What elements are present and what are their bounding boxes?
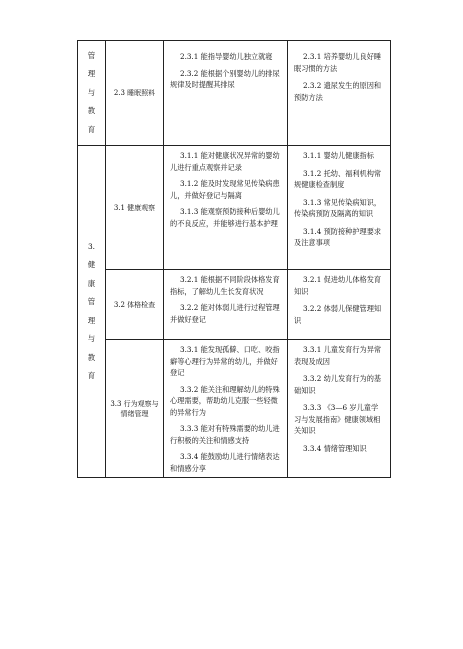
skill-cell: [164, 146, 288, 270]
topic-label: 3.1 健康观察: [113, 203, 156, 212]
skill-item: 2.3.2 能根据个别婴幼儿的排尿规律及时提醒其排尿: [170, 68, 280, 89]
category-cell: [78, 146, 106, 478]
knowledge-cell: [288, 340, 391, 478]
category-cell: [78, 41, 106, 146]
skill-cell: [164, 270, 288, 340]
knowledge-item: 3.1.4 预防接种护理要求及注意事项: [294, 226, 382, 247]
skill-cell: [164, 340, 288, 478]
skill-item: 3.3.2 能关注和理解幼儿的特殊心理需要，帮助幼儿克服一些轻微的异常行为: [170, 384, 280, 417]
knowledge-cell: [288, 146, 391, 270]
knowledge-cell: [288, 270, 391, 340]
table-row: [78, 270, 391, 340]
knowledge-item: 3.2.1 促进幼儿体格发育知识: [294, 275, 382, 296]
skills-requirements-table: [77, 40, 391, 478]
category-label: 管理与教育: [87, 50, 96, 134]
knowledge-item: 2.3.1 培养婴幼儿良好睡眠习惯的方法: [294, 52, 382, 73]
skill-item: 3.2.2 能对体弱儿进行过程管理并做好登记: [170, 303, 280, 324]
knowledge-item: 3.3.4 情绪管理知识: [303, 443, 367, 453]
skill-cell: [164, 41, 288, 146]
table-row: [78, 41, 391, 146]
topic-cell: [106, 270, 164, 340]
topic-label: 3.3 行为观察与情绪管理: [110, 399, 159, 418]
knowledge-item: 3.3.1 儿童发育行为异常表现及成因: [294, 345, 382, 366]
table-row: [78, 340, 391, 478]
topic-cell: [106, 41, 164, 146]
table-row: [78, 146, 391, 270]
topic-label: 3.2 体格检查: [113, 300, 156, 309]
topic-cell: [106, 146, 164, 270]
skill-item: 3.1.2 能及时发现常见传染病患儿，并做好登记与隔离: [170, 179, 280, 200]
skill-item: 3.1.3 能观察预防接种后婴幼儿的不良反应，并能够进行基本护理: [170, 207, 280, 228]
knowledge-cell: [288, 41, 391, 146]
skill-item: 3.3.4 能鼓励幼儿进行情绪表达和情感分享: [170, 452, 280, 473]
skill-item: 2.3.1 能指导婴幼儿独立就寝: [180, 52, 273, 61]
knowledge-item: 3.1.3 常见传染病知识，传染病预防及隔离的知识: [294, 197, 382, 218]
knowledge-item: 3.2.2 体弱儿保健管理知识: [294, 304, 382, 325]
topic-cell: [106, 340, 164, 478]
skill-item: 3.3.3 能对有特殊需要的幼儿进行积极的关注和情感支持: [170, 424, 280, 445]
topic-label: 2.3 睡眠照料: [113, 89, 156, 97]
skill-item: 3.3.1 能发现孤僻、口吃、咬指癖等心理行为异常的幼儿，并做好登记: [170, 345, 280, 377]
skill-item: 3.2.1 能根据不同阶段体格发育指标，了解幼儿生长发育状况: [170, 275, 280, 296]
knowledge-item: 3.1.2 托幼、福利机构常规健康检查制度: [294, 168, 382, 189]
knowledge-item: 3.3.2 幼儿发育行为的基础知识: [294, 374, 382, 395]
knowledge-item: 3.3.3 《3—6 岁儿童学习与发展指南》健康领域相关知识: [294, 403, 381, 435]
knowledge-item: 2.3.2 遗尿发生的原因和预防方法: [294, 81, 382, 102]
knowledge-item: 3.1.1 婴幼儿健康指标: [303, 151, 374, 160]
category-label: 3. 健康管理与教育: [87, 241, 96, 380]
skill-item: 3.1.1 能对健康状况异常的婴幼儿进行重点观察并记录: [170, 151, 280, 172]
